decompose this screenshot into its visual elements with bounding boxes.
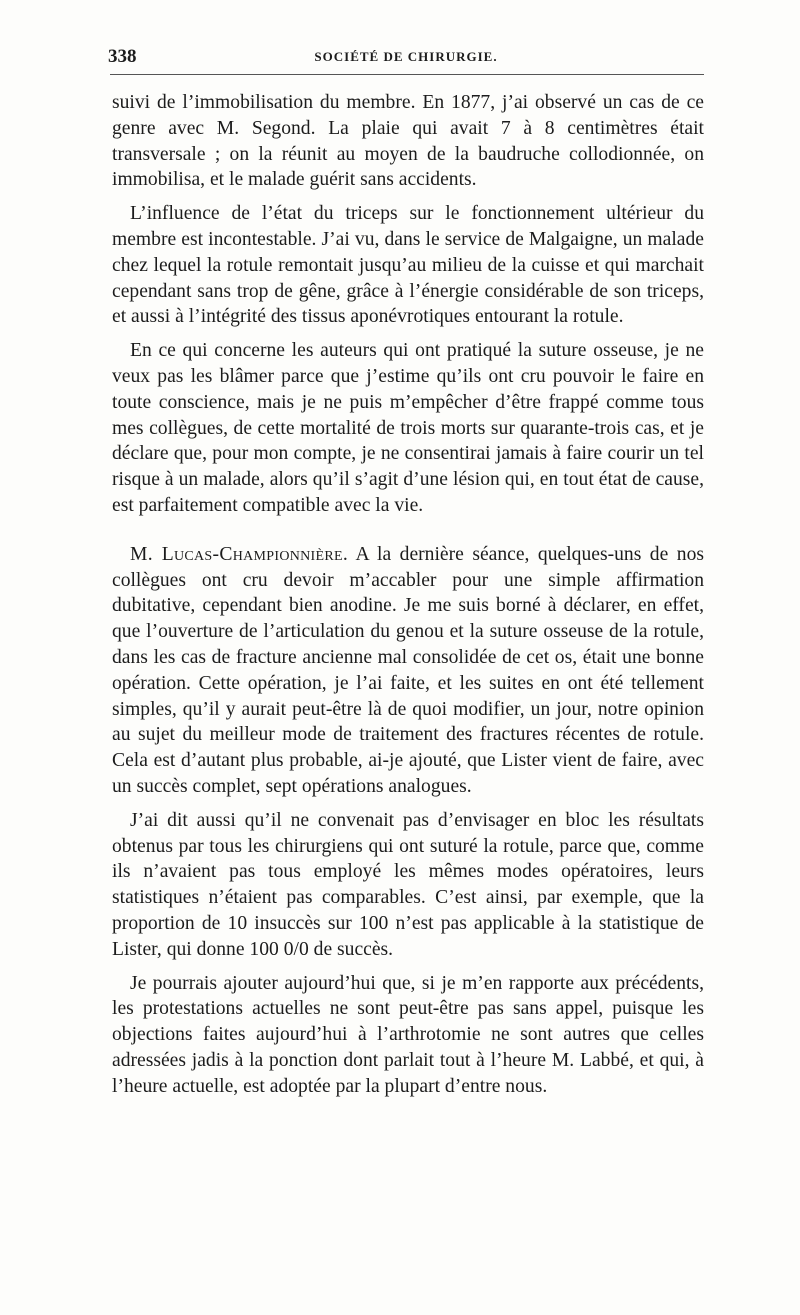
paragraph-6: Je pourrais ajouter aujourd’hui que, si je m’en rapporte aux précédents, les protestations actuelles ne sont peut-être pas sans appel, puisque les objections faites aujourd’hui à l’arthrotomie ne sont autres que celles adressées jadis à la ponction dont parlait tout à l’heure M. Labbé, et qui, à l’heure actuelle, est adoptée par la plupart d’entre nous. [112, 972, 704, 1097]
paragraph-4-text: A la dernière séance, quelques-uns de nos collègues ont cru devoir m’accabler pour une simple affirmation dubitative, cependant bien anodine. Je me suis borné à déclarer, en effet, que l’ouverture de l’articulation du genou et la suture osseuse de la rotule, dans les cas de fracture ancienne mal consolidée de cet os, était une bonne opération. Cette opération, je l’ai faite, et les suites en ont été tellement simples, qu’il y aurait peut-être là de quoi modifier, un jour, notre opinion au sujet du meilleur mode de traitement des fractures récentes de rotule. Cela est d’autant plus probable, ai-je ajouté, que Lister vient de faire, avec un succès complet, sept opérations analogues. [112, 543, 704, 797]
speaker-name: M. Lucas-Championnière. [130, 543, 349, 565]
page-number: 338 [108, 46, 137, 67]
running-head [108, 44, 704, 68]
paragraph-3: En ce qui concerne les auteurs qui ont pratiqué la suture osseuse, je ne veux pas les blâmer parce que j’estime qu’ils ont cru pouvoir le faire en toute conscience, mais je ne puis m’empêcher d’être frappé comme tous mes collègues, de cette mortalité de trois morts sur quarante-trois cas, et je déclare que, pour mon compte, je ne consentirai jamais à faire courir un tel risque à un malade, alors qu’il s’agit d’une lésion qui, en tout état de cause, est parfaitement compatible avec la vie. [112, 340, 704, 516]
paragraph-1: suivi de l’immobilisation du membre. En 1877, j’ai observé un cas de ce genre avec M. Segond. La plaie qui avait 7 à 8 centimètres était transversale ; on la réunit au moyen de la baudruche collodionnée, on immobilisa, et le malade guérit sans accidents. [112, 92, 704, 191]
header-rule [110, 74, 704, 75]
paragraph-4 [112, 542, 704, 800]
running-title: SOCIÉTÉ DE CHIRURGIE. [314, 49, 498, 64]
paragraph-2: L’influence de l’état du triceps sur le fonctionnement ultérieur du membre est incontestable. J’ai vu, dans le service de Malgaigne, un malade chez lequel la rotule remontait jusqu’au milieu de la cuisse et qui marchait cependant sans trop de gêne, grâce à l’énergie considérable de son triceps, et aussi à l’intégrité des tissus aponévrotiques entourant la rotule. [112, 203, 704, 328]
body-text [112, 90, 704, 1107]
paragraph-5: J’ai dit aussi qu’il ne convenait pas d’envisager en bloc les résultats obtenus par tous les chirurgiens qui ont suturé la rotule, parce que, comme ils n’avaient pas tous employé les mêmes modes opératoires, leurs statistiques n’étaient pas comparables. C’est ainsi, par exemple, que la proportion de 10 insuccès sur 100 n’est pas applicable à la statistique de Lister, qui donne 100 0/0 de succès. [112, 809, 704, 960]
